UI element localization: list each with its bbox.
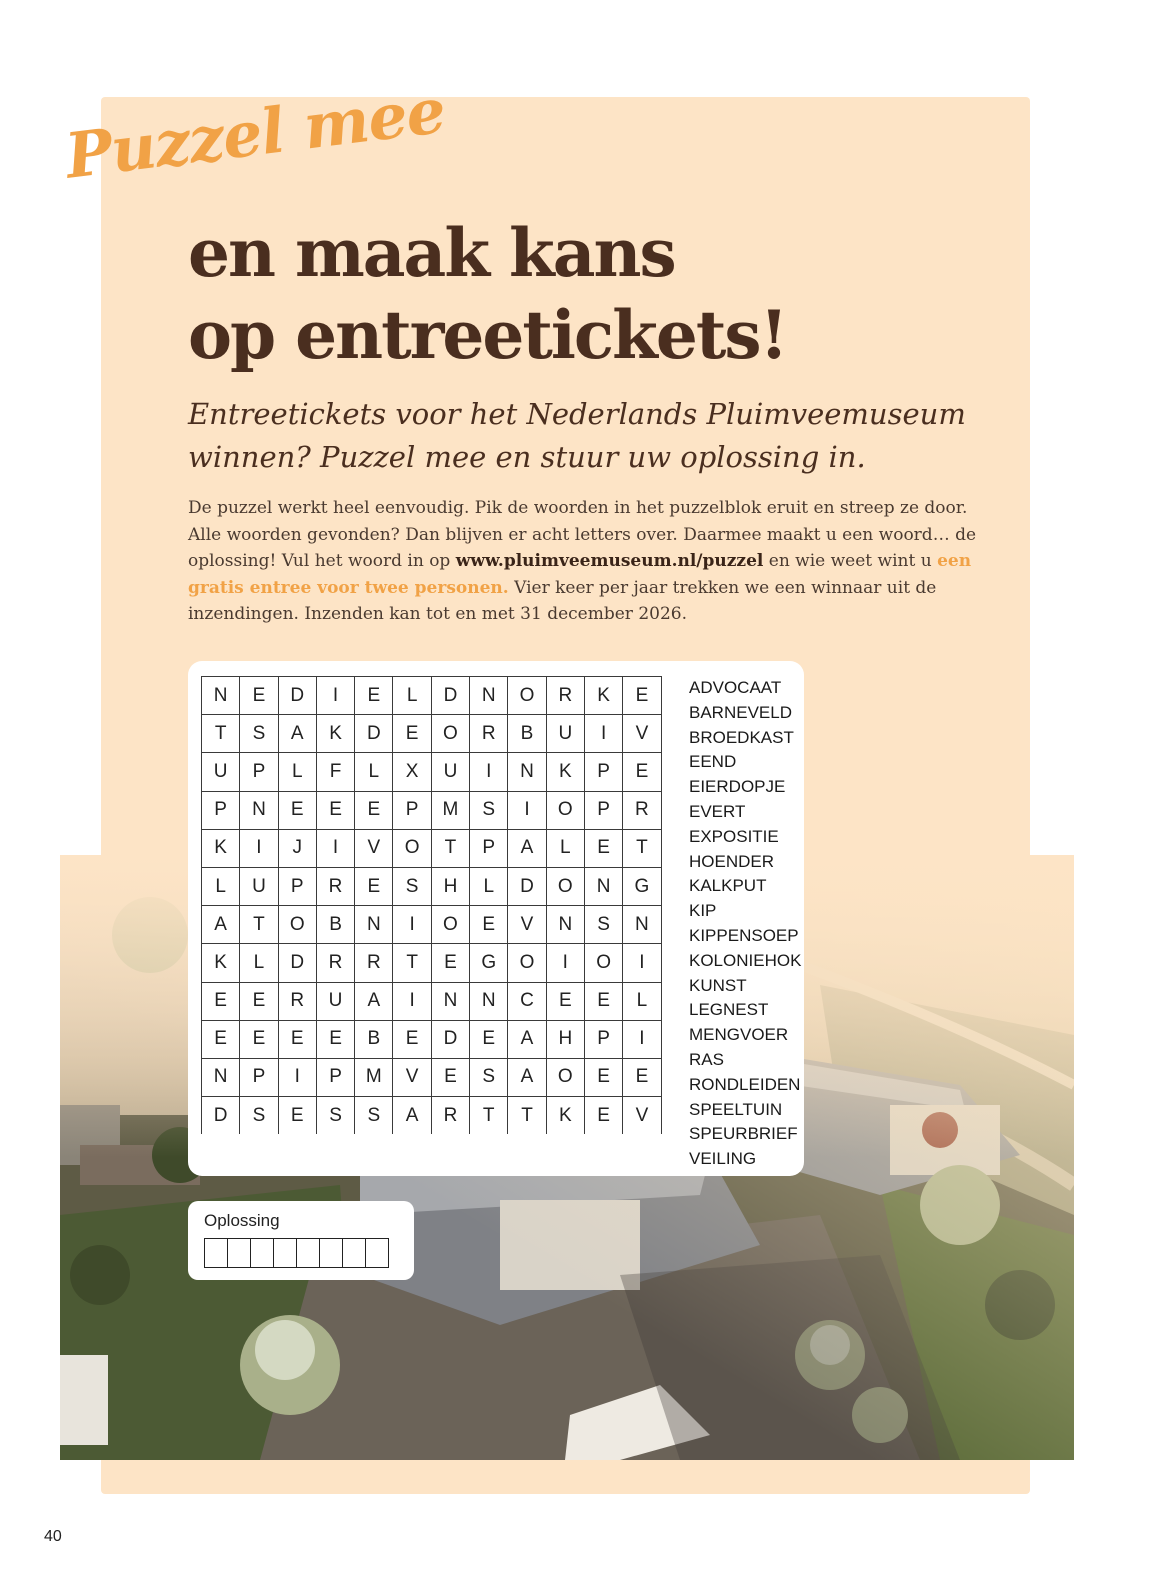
grid-cell[interactable]: T <box>623 829 661 867</box>
grid-cell[interactable]: S <box>240 715 278 753</box>
grid-cell[interactable]: N <box>202 1058 240 1096</box>
grid-cell[interactable]: B <box>316 906 354 944</box>
grid-cell[interactable]: O <box>431 906 469 944</box>
grid-cell[interactable]: S <box>584 906 622 944</box>
word-item: KIP <box>689 901 717 921</box>
grid-cell[interactable]: E <box>584 1058 622 1096</box>
word-item: KUNST <box>689 975 747 995</box>
grid-cell[interactable]: E <box>316 791 354 829</box>
word-item: LEGNEST <box>689 1000 769 1020</box>
grid-row <box>202 1020 662 1058</box>
solution-cell[interactable] <box>297 1239 320 1267</box>
grid-cell[interactable]: V <box>355 829 393 867</box>
grid-cell[interactable]: I <box>316 677 354 715</box>
grid-cell[interactable]: I <box>470 753 508 791</box>
grid-cell[interactable]: A <box>508 1058 546 1096</box>
grid-cell[interactable]: D <box>508 867 546 905</box>
grid-cell[interactable]: U <box>316 982 354 1020</box>
solution-cell[interactable] <box>343 1239 366 1267</box>
grid-cell[interactable]: E <box>278 1097 316 1135</box>
grid-cell[interactable]: O <box>546 791 584 829</box>
grid-cell[interactable]: E <box>470 1020 508 1058</box>
grid-cell[interactable]: D <box>278 677 316 715</box>
intro-text-2: en wie weet wint u <box>763 551 938 571</box>
word-item: KOLONIEHOK <box>689 950 802 970</box>
grid-cell[interactable]: K <box>584 677 622 715</box>
grid-cell[interactable]: O <box>508 944 546 982</box>
grid-cell[interactable]: E <box>546 982 584 1020</box>
grid-cell[interactable]: T <box>240 906 278 944</box>
grid-cell[interactable]: D <box>431 1020 469 1058</box>
grid-row <box>202 829 662 867</box>
grid-cell[interactable]: C <box>508 982 546 1020</box>
word-list <box>689 676 801 1172</box>
grid-cell[interactable]: E <box>240 1020 278 1058</box>
grid-cell[interactable]: E <box>202 982 240 1020</box>
grid-cell[interactable]: K <box>546 1097 584 1135</box>
grid-cell[interactable]: N <box>240 791 278 829</box>
solution-cells <box>204 1238 389 1268</box>
grid-cell[interactable]: A <box>355 982 393 1020</box>
word-item: EXPOSITIE <box>689 826 779 846</box>
grid-cell[interactable]: A <box>508 1020 546 1058</box>
word-search-box <box>188 661 804 1176</box>
grid-cell[interactable]: E <box>355 677 393 715</box>
solution-cell[interactable] <box>366 1239 388 1267</box>
grid-cell[interactable]: F <box>316 753 354 791</box>
grid-cell[interactable]: N <box>202 677 240 715</box>
grid-cell[interactable]: I <box>546 944 584 982</box>
grid-cell[interactable]: K <box>202 944 240 982</box>
word-item: ADVOCAAT <box>689 678 782 697</box>
grid-row <box>202 677 662 715</box>
grid-cell[interactable]: E <box>584 1097 622 1135</box>
grid-cell[interactable]: D <box>431 677 469 715</box>
grid-cell[interactable]: V <box>508 906 546 944</box>
grid-cell[interactable]: U <box>546 715 584 753</box>
page-number: 40 <box>44 1528 62 1545</box>
grid-cell[interactable]: V <box>623 1097 661 1135</box>
grid-cell[interactable]: L <box>393 677 431 715</box>
grid-cell[interactable]: L <box>240 944 278 982</box>
grid-cell[interactable]: R <box>316 944 354 982</box>
grid-cell[interactable]: S <box>393 867 431 905</box>
grid-cell[interactable]: R <box>623 791 661 829</box>
grid-cell[interactable]: K <box>202 829 240 867</box>
intro-paragraph <box>188 495 988 628</box>
grid-cell[interactable]: T <box>508 1097 546 1135</box>
grid-cell[interactable]: P <box>240 1058 278 1096</box>
grid-cell[interactable]: G <box>623 867 661 905</box>
grid-cell[interactable]: I <box>623 1020 661 1058</box>
grid-row <box>202 1097 662 1135</box>
grid-cell[interactable]: T <box>431 829 469 867</box>
grid-cell[interactable]: L <box>278 753 316 791</box>
grid-cell[interactable]: O <box>546 1058 584 1096</box>
grid-cell[interactable]: O <box>546 867 584 905</box>
intro-text-1: De puzzel werkt heel eenvoudig. Pik de woorden in het puzzelblok eruit en streep ze door. Alle woorden gevonden? Dan blijven er acht letters over. Daarmee maakt u een woord… de oplossing! Vul het woord in op <box>188 498 977 571</box>
grid-cell[interactable]: U <box>240 867 278 905</box>
grid-cell[interactable]: O <box>508 677 546 715</box>
grid-cell[interactable]: D <box>278 944 316 982</box>
grid-cell[interactable]: I <box>240 829 278 867</box>
grid-cell[interactable]: R <box>546 677 584 715</box>
grid-row <box>202 791 662 829</box>
grid-cell[interactable]: I <box>584 715 622 753</box>
puzzle-url: www.pluimveemuseum.nl/puzzel <box>455 551 764 571</box>
grid-cell[interactable]: I <box>278 1058 316 1096</box>
grid-cell[interactable]: S <box>316 1097 354 1135</box>
grid-cell[interactable]: I <box>623 944 661 982</box>
grid-cell[interactable]: P <box>393 791 431 829</box>
subheading-line-1: Entreetickets voor het Nederlands Pluimveemuseum <box>188 397 966 431</box>
subheading-line-2: winnen? Puzzel mee en stuur uw oplossing in. <box>188 440 866 474</box>
grid-cell[interactable]: V <box>623 715 661 753</box>
grid-cell[interactable]: E <box>393 1020 431 1058</box>
solution-cell[interactable] <box>228 1239 251 1267</box>
grid-cell[interactable]: N <box>355 906 393 944</box>
grid-cell[interactable]: D <box>355 715 393 753</box>
grid-cell[interactable]: E <box>623 677 661 715</box>
word-item: KIPPENSOEP <box>689 925 799 945</box>
grid-cell[interactable]: N <box>470 677 508 715</box>
grid-cell[interactable]: I <box>316 829 354 867</box>
word-item: RAS <box>689 1049 724 1069</box>
grid-cell[interactable]: P <box>584 1020 622 1058</box>
subheading <box>188 393 988 479</box>
grid-cell[interactable]: T <box>470 1097 508 1135</box>
script-title: Puzzel mee <box>61 73 449 193</box>
grid-row <box>202 944 662 982</box>
grid-cell[interactable]: N <box>623 906 661 944</box>
grid-cell[interactable]: E <box>202 1020 240 1058</box>
grid-cell[interactable]: R <box>431 1097 469 1135</box>
solution-cell[interactable] <box>205 1239 228 1267</box>
word-item: BARNEVELD <box>689 702 792 722</box>
grid-cell[interactable]: P <box>470 829 508 867</box>
grid-cell[interactable]: P <box>202 791 240 829</box>
grid-cell[interactable]: E <box>278 1020 316 1058</box>
grid-cell[interactable]: S <box>470 791 508 829</box>
grid-cell[interactable]: X <box>393 753 431 791</box>
solution-label: Oplossing <box>204 1211 280 1230</box>
grid-cell[interactable]: E <box>355 791 393 829</box>
letter-grid <box>201 676 662 1134</box>
grid-row <box>202 715 662 753</box>
grid-cell[interactable]: O <box>393 829 431 867</box>
grid-cell[interactable]: R <box>278 982 316 1020</box>
grid-row <box>202 982 662 1020</box>
word-item: SPEURBRIEF <box>689 1124 798 1144</box>
grid-cell[interactable]: B <box>508 715 546 753</box>
word-item: VEILING <box>689 1149 757 1169</box>
grid-cell[interactable]: N <box>431 982 469 1020</box>
grid-row <box>202 906 662 944</box>
grid-cell[interactable]: E <box>393 715 431 753</box>
grid-cell[interactable]: K <box>316 715 354 753</box>
grid-cell[interactable]: P <box>584 791 622 829</box>
grid-cell[interactable]: E <box>278 791 316 829</box>
grid-cell[interactable]: N <box>546 906 584 944</box>
grid-cell[interactable]: A <box>278 715 316 753</box>
grid-cell[interactable]: P <box>316 1058 354 1096</box>
grid-cell[interactable]: A <box>508 829 546 867</box>
grid-cell[interactable]: E <box>431 944 469 982</box>
solution-cell[interactable] <box>320 1239 343 1267</box>
grid-cell[interactable]: H <box>431 867 469 905</box>
grid-cell[interactable]: O <box>278 906 316 944</box>
grid-cell[interactable]: K <box>546 753 584 791</box>
word-item: MENGVOER <box>689 1025 789 1045</box>
solution-cell[interactable] <box>274 1239 297 1267</box>
grid-cell[interactable]: R <box>470 715 508 753</box>
intro-text-3: Vier keer per jaar trekken we een winnaar uit de inzendingen. Inzenden kan tot en met 31 december 2026. <box>188 577 937 624</box>
grid-cell[interactable]: E <box>623 753 661 791</box>
grid-cell[interactable]: I <box>508 791 546 829</box>
grid-cell[interactable]: I <box>393 906 431 944</box>
word-item: HOENDER <box>689 851 775 871</box>
prize-highlight: een gratis entree voor twee personen. <box>188 551 972 598</box>
grid-cell[interactable]: J <box>278 829 316 867</box>
grid-cell[interactable]: V <box>393 1058 431 1096</box>
grid-cell[interactable]: P <box>278 867 316 905</box>
grid-cell[interactable]: R <box>316 867 354 905</box>
grid-cell[interactable]: E <box>584 829 622 867</box>
grid-cell[interactable]: S <box>355 1097 393 1135</box>
grid-cell[interactable]: E <box>623 1058 661 1096</box>
grid-cell[interactable]: L <box>623 982 661 1020</box>
grid-cell[interactable]: U <box>431 753 469 791</box>
word-item: EIERDOPJE <box>689 777 786 797</box>
grid-cell[interactable]: R <box>355 944 393 982</box>
grid-cell[interactable]: B <box>355 1020 393 1058</box>
grid-row <box>202 753 662 791</box>
grid-cell[interactable]: N <box>508 753 546 791</box>
word-item: EVERT <box>689 801 746 821</box>
grid-cell[interactable]: A <box>393 1097 431 1135</box>
grid-row <box>202 867 662 905</box>
grid-cell[interactable]: G <box>470 944 508 982</box>
grid-cell[interactable]: S <box>240 1097 278 1135</box>
solution-box <box>188 1201 414 1280</box>
grid-cell[interactable]: T <box>393 944 431 982</box>
grid-cell[interactable]: E <box>240 677 278 715</box>
grid-cell[interactable]: E <box>584 982 622 1020</box>
grid-cell[interactable]: O <box>431 715 469 753</box>
grid-cell[interactable]: O <box>584 944 622 982</box>
grid-cell[interactable]: L <box>355 753 393 791</box>
grid-row <box>202 1058 662 1096</box>
grid-cell[interactable]: D <box>202 1097 240 1135</box>
word-item: SPEELTUIN <box>689 1099 783 1119</box>
grid-cell[interactable]: U <box>202 753 240 791</box>
headline-line-1: en maak kans <box>188 214 675 292</box>
grid-cell[interactable]: T <box>202 715 240 753</box>
grid-cell[interactable]: P <box>240 753 278 791</box>
grid-cell[interactable]: E <box>316 1020 354 1058</box>
headline-line-2: op entreetickets! <box>188 296 787 374</box>
grid-cell[interactable]: P <box>584 753 622 791</box>
word-item: EEND <box>689 752 737 772</box>
grid-cell[interactable]: L <box>546 829 584 867</box>
grid-cell[interactable]: A <box>202 906 240 944</box>
grid-cell[interactable]: E <box>355 867 393 905</box>
grid-cell[interactable]: E <box>431 1058 469 1096</box>
solution-cell[interactable] <box>251 1239 274 1267</box>
word-item: BROEDKAST <box>689 727 794 747</box>
grid-cell[interactable]: L <box>202 867 240 905</box>
grid-cell[interactable]: I <box>393 982 431 1020</box>
grid-cell[interactable]: H <box>546 1020 584 1058</box>
grid-cell[interactable]: E <box>240 982 278 1020</box>
grid-cell[interactable]: M <box>355 1058 393 1096</box>
grid-cell[interactable]: E <box>470 906 508 944</box>
grid-cell[interactable]: L <box>470 867 508 905</box>
grid-cell[interactable]: N <box>584 867 622 905</box>
grid-cell[interactable]: M <box>431 791 469 829</box>
word-item: RONDLEIDEN <box>689 1074 801 1094</box>
grid-cell[interactable]: S <box>470 1058 508 1096</box>
grid-cell[interactable]: N <box>470 982 508 1020</box>
word-item: KALKPUT <box>689 876 767 896</box>
headline <box>188 212 786 376</box>
